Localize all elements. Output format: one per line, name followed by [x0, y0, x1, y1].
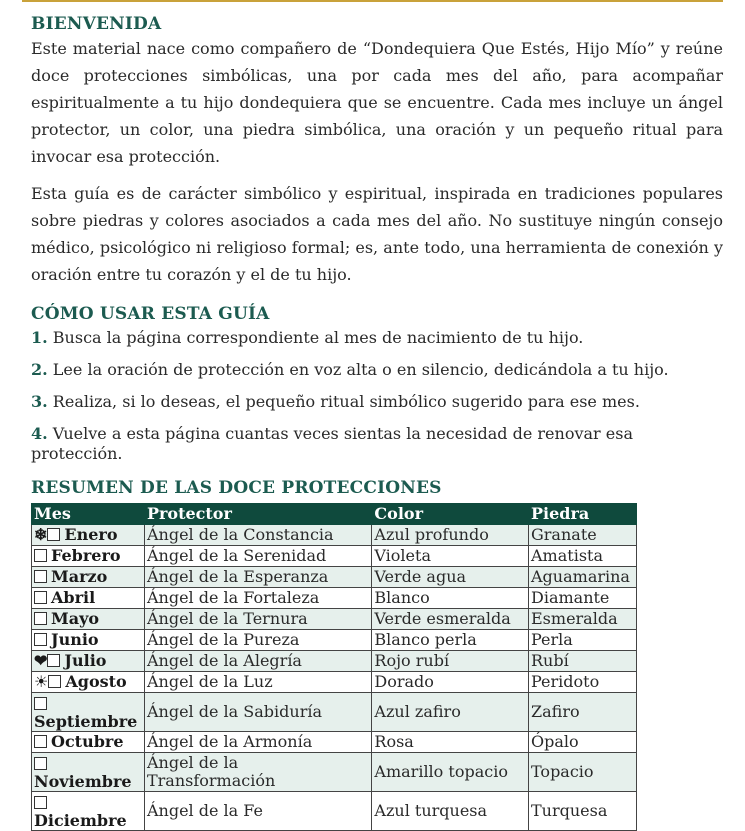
- table-header-row: [32, 504, 637, 525]
- cell-mes: [32, 651, 145, 672]
- month-name: Agosto: [65, 672, 127, 691]
- cell-protector: Ángel de la Esperanza: [144, 567, 371, 588]
- cell-piedra: Perla: [529, 630, 637, 651]
- month-name: Febrero: [51, 546, 121, 565]
- cell-protector: Ángel de la Luz: [144, 672, 371, 693]
- cell-mes: [32, 732, 145, 753]
- cell-color: Violeta: [372, 546, 529, 567]
- welcome-paragraph-2: Esta guía es de carácter simbólico y espiritual, inspirada en tradiciones populares sobre piedras y colores asociados a cada mes del año. No sustituye ningún consejo médico, psicológico ni religioso formal; es, ante todo, una herramienta de conexión y oración entre tu corazón y el de tu hijo.: [31, 184, 723, 284]
- month-name: Diciembre: [34, 811, 127, 830]
- checkbox-icon: [34, 570, 47, 583]
- table-row: [32, 567, 637, 588]
- header-protector: Protector: [144, 504, 371, 525]
- checkbox-icon: [34, 796, 47, 809]
- checkbox-icon: [48, 675, 61, 688]
- howto-steps-list: [31, 328, 723, 464]
- month-name: Septiembre: [34, 712, 138, 731]
- cell-protector: Ángel de la Transformación: [144, 753, 371, 792]
- cell-mes: [32, 609, 145, 630]
- checkbox-icon: [47, 528, 60, 541]
- cell-piedra: Topacio: [529, 753, 637, 792]
- cell-mes: [32, 630, 145, 651]
- howto-heading: CÓMO USAR ESTA GUÍA: [31, 304, 270, 324]
- cell-color: Azul turquesa: [372, 792, 529, 831]
- howto-step: [31, 328, 723, 348]
- table-row: [32, 732, 637, 753]
- cell-piedra: Aguamarina: [529, 567, 637, 588]
- cell-piedra: Amatista: [529, 546, 637, 567]
- cell-mes: [32, 693, 145, 732]
- cell-piedra: Zafiro: [529, 693, 637, 732]
- header-piedra: Piedra: [529, 504, 637, 525]
- checkbox-icon: [34, 612, 47, 625]
- cell-color: Blanco perla: [372, 630, 529, 651]
- cell-color: Blanco: [372, 588, 529, 609]
- cell-color: Azul zafiro: [372, 693, 529, 732]
- top-divider: [22, 0, 723, 2]
- summary-heading: RESUMEN DE LAS DOCE PROTECCIONES: [31, 478, 442, 498]
- table-row: [32, 546, 637, 567]
- cell-piedra: Rubí: [529, 651, 637, 672]
- month-name: Marzo: [51, 567, 108, 586]
- cell-mes: [32, 588, 145, 609]
- cell-piedra: Ópalo: [529, 732, 637, 753]
- table-row: [32, 693, 637, 732]
- checkbox-icon: [34, 735, 47, 748]
- checkbox-icon: [34, 549, 47, 562]
- welcome-paragraph-1: Este material nace como compañero de “Dondequiera Que Estés, Hijo Mío” y reúne doce protecciones simbólicas, una por cada mes del año, para acompañar espiritualmente a tu hijo dondequiera que se encuentre. Cada mes incluye un ángel protector, un color, una piedra simbólica, una oración y un pequeño ritual para invocar esa protección.: [31, 39, 723, 166]
- cell-mes: [32, 753, 145, 792]
- cell-protector: Ángel de la Ternura: [144, 609, 371, 630]
- table-body: [32, 525, 637, 831]
- cell-protector: Ángel de la Sabiduría: [144, 693, 371, 732]
- header-mes: Mes: [32, 504, 145, 525]
- cell-color: Verde agua: [372, 567, 529, 588]
- month-name: Julio: [64, 651, 107, 670]
- cell-protector: Ángel de la Armonía: [144, 732, 371, 753]
- month-name: Octubre: [51, 732, 124, 751]
- step-text: Vuelve a esta página cuantas veces sientas la necesidad de renovar esa protección.: [31, 424, 633, 463]
- cell-protector: Ángel de la Fe: [144, 792, 371, 831]
- table-row: [32, 525, 637, 546]
- cell-mes: [32, 672, 145, 693]
- protections-table: [31, 503, 637, 831]
- cell-piedra: Peridoto: [529, 672, 637, 693]
- table-row: [32, 588, 637, 609]
- step-text: Lee la oración de protección en voz alta o en silencio, dedicándola a tu hijo.: [52, 360, 669, 379]
- checkbox-icon: [47, 654, 60, 667]
- cell-color: Rosa: [372, 732, 529, 753]
- step-number: 2.: [31, 360, 48, 379]
- month-name: Noviembre: [34, 772, 132, 791]
- cell-mes: [32, 525, 145, 546]
- month-symbol-icon: ☀: [34, 672, 49, 691]
- cell-piedra: Esmeralda: [529, 609, 637, 630]
- cell-piedra: Diamante: [529, 588, 637, 609]
- table-row: [32, 792, 637, 831]
- header-color: Color: [372, 504, 529, 525]
- checkbox-icon: [34, 757, 47, 770]
- cell-protector: Ángel de la Serenidad: [144, 546, 371, 567]
- checkbox-icon: [34, 633, 47, 646]
- welcome-heading: BIENVENIDA: [31, 14, 162, 34]
- howto-step: [31, 360, 723, 380]
- table-row: [32, 609, 637, 630]
- month-name: Enero: [64, 525, 118, 544]
- step-number: 3.: [31, 392, 48, 411]
- cell-color: Azul profundo: [372, 525, 529, 546]
- month-name: Abril: [51, 588, 96, 607]
- cell-color: Rojo rubí: [372, 651, 529, 672]
- howto-step: [31, 392, 723, 412]
- step-text: Busca la página correspondiente al mes de nacimiento de tu hijo.: [52, 328, 584, 347]
- cell-protector: Ángel de la Fortaleza: [144, 588, 371, 609]
- cell-mes: [32, 546, 145, 567]
- howto-step: [31, 424, 723, 464]
- checkbox-icon: [34, 591, 47, 604]
- month-name: Mayo: [51, 609, 100, 628]
- table-row: [32, 630, 637, 651]
- table-row: [32, 672, 637, 693]
- cell-color: Amarillo topacio: [372, 753, 529, 792]
- cell-mes: [32, 792, 145, 831]
- cell-color: Verde esmeralda: [372, 609, 529, 630]
- table-row: [32, 651, 637, 672]
- cell-piedra: Turquesa: [529, 792, 637, 831]
- step-text: Realiza, si lo deseas, el pequeño ritual simbólico sugerido para ese mes.: [52, 392, 640, 411]
- step-number: 1.: [31, 328, 48, 347]
- month-symbol-icon: ❄: [34, 525, 48, 544]
- cell-mes: [32, 567, 145, 588]
- cell-color: Dorado: [372, 672, 529, 693]
- table-row: [32, 753, 637, 792]
- cell-piedra: Granate: [529, 525, 637, 546]
- checkbox-icon: [34, 697, 47, 710]
- cell-protector: Ángel de la Constancia: [144, 525, 371, 546]
- month-symbol-icon: ❤: [34, 651, 48, 670]
- month-name: Junio: [51, 630, 99, 649]
- cell-protector: Ángel de la Pureza: [144, 630, 371, 651]
- cell-protector: Ángel de la Alegría: [144, 651, 371, 672]
- step-number: 4.: [31, 424, 48, 443]
